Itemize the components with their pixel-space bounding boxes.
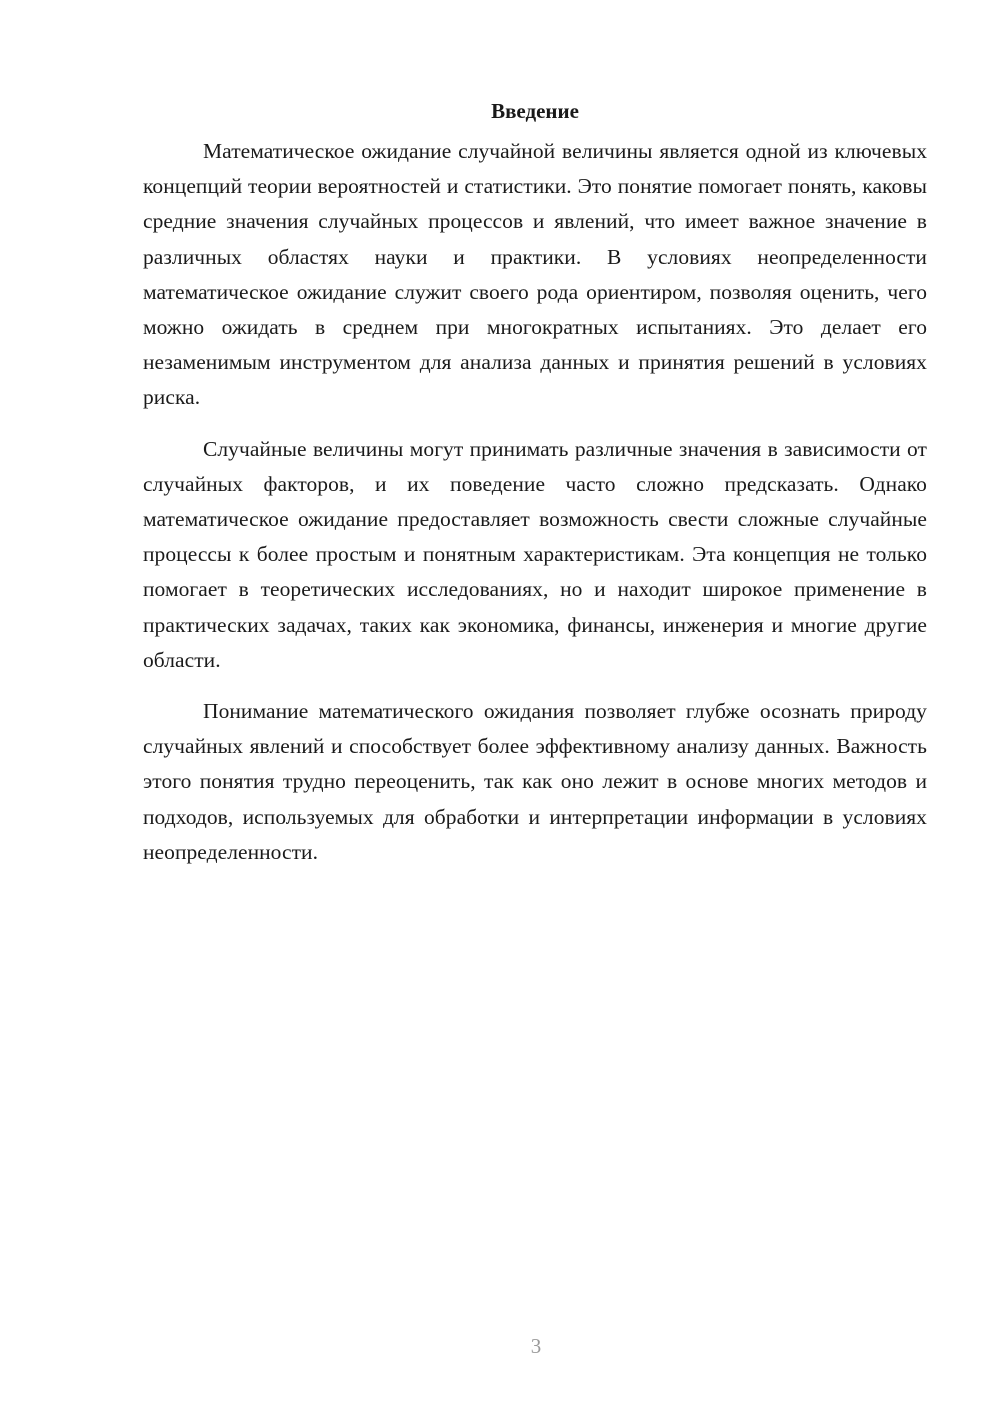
paragraph-3: Понимание математического ожидания позволяет глубже осознать природу случайных явлений и способствует более эффективному анализу данных. Важность этого понятия трудно переоценить, так как оно лежит в основе многих методов и подходов, используемых для обработки и интерпретации информации в условиях неопределенности.	[143, 699, 927, 864]
paragraph-1: Математическое ожидание случайной величины является одной из ключевых концепций теории вероятностей и статистики. Это понятие помогает понять, каковы средние значения случайных процессов и явлений, что имеет важное значение в различных областях науки и практики. В условиях неопределенности математическое ожидание служит своего рода ориентиром, позволяя оценить, чего можно ожидать в среднем при многократных испытаниях. Это делает его незаменимым инструментом для анализа данных и принятия решений в условиях риска.	[143, 139, 927, 410]
page-content	[143, 96, 927, 886]
paragraph-2: Случайные величины могут принимать различные значения в зависимости от случайных факторов, и их поведение часто сложно предсказать. Однако математическое ожидание предоставляет возможность свести сложные случайные процессы к более простым и понятным характеристикам. Эта концепция не только помогает в теоретических исследованиях, но и находит широкое применение в практических задачах, таких как экономика, финансы, инженерия и многие другие области.	[143, 436, 927, 672]
section-title: Введение	[491, 99, 579, 123]
page-number: 3	[530, 1334, 542, 1358]
